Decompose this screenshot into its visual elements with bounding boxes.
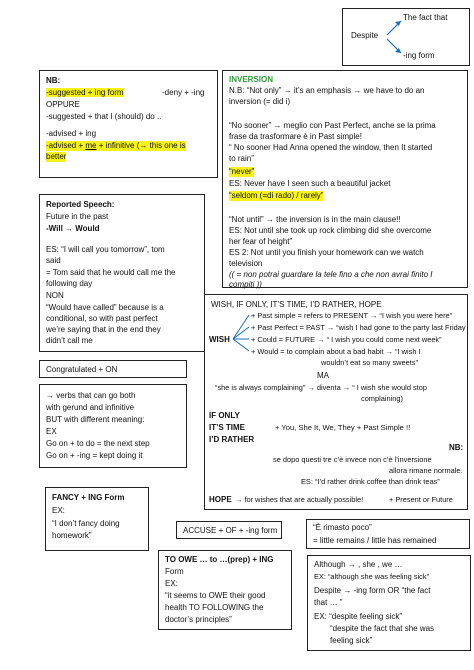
reported-line-5: following day [46,279,93,288]
inversion-line-14: (( = non potrai guardare la tele fino a che non avrai finito I [229,270,433,279]
fancy-line-2: homework” [52,531,92,540]
reported-line-9: we’re saying that in the end they [46,325,161,334]
congratulated-text: Congratulated + ON [46,365,118,374]
despite-box [342,8,470,66]
deny-ing-line: -deny + -ing [162,88,205,97]
ing-form-label: -ing form [403,51,435,60]
rimasto-box [306,519,470,549]
inversion-line-6: “never” [229,167,255,176]
owe-line-4: health TO FOLLOWING the [165,603,264,612]
complain-line-2: complaining) [361,394,403,403]
if-only-label: IF ONLY [209,411,240,420]
fancy-box [45,487,149,551]
reported-line-1: -Will → Would [46,224,100,233]
inversion-line-4: “ No sooner Had Anna opened the window, then It started [229,143,433,152]
although-box [307,555,471,651]
reported-line-8: conditional, so with past perfect [46,314,158,323]
although-line-6: feeling sick” [330,636,373,645]
although-line-3: that … ” [314,598,343,607]
inversion-line-13: television [229,259,263,268]
rimasto-line-1: = little remains / little has remained [313,536,437,545]
fancy-title: FANCY + ING Form [52,493,125,502]
although-line-2: Despite → -ing form OR “the fact [314,586,431,595]
nb-title: NB: [46,76,61,85]
although-line-0: Although → , she , we … [314,560,403,569]
although-line-1: EX: “although she was feeling sick” [314,572,430,581]
wish-row-4: wouldn’t eat so many sweets” [321,358,418,367]
wish-box [204,294,468,510]
accuse-text: ACCUSE + OF + -ing form [183,526,278,535]
nb-line-2: allora rimane normale. [389,466,463,475]
oppure-line: OPPURE [46,100,80,109]
reported-line-4: = Tom said that he would call me the [46,268,176,277]
reported-line-10: didn’t call me [46,336,93,345]
its-time-label: IT’S TIME [209,423,245,432]
the-fact-that-label: The fact that [403,13,448,22]
although-line-5: “despite the fact that she was [330,624,435,633]
advised-ing-line: -advised + ing [46,129,97,138]
hope-end: + Present or Future [389,495,453,504]
inversion-line-5: to rain” [229,154,254,163]
inversion-title: INVERSION [229,75,274,84]
verbs-box [39,384,187,468]
reported-line-6: NON [46,291,64,300]
advised-me-line: -advised + me + infinitive (→ this one is [46,141,186,150]
although-line-4: EX: “despite feeling sick” [314,612,403,621]
wish-row-0: + Past simple = refers to PRESENT → “I wish you were here” [251,311,453,320]
verbs-line-4: Go on + to do = the next step [46,439,150,448]
inversion-line-10: ES: Not until she took up rock climbing did she overcome [229,226,432,235]
suggested-ing-line: -suggested + ing form [46,88,124,97]
verbs-line-0: → verbs that can go both [46,391,136,400]
reported-line-2: ES: “I will call you tomorrow”, tom [46,245,165,254]
inversion-box [222,70,468,288]
ma-label: MA [317,371,329,380]
inversion-line-8: “seldom (=di rado) / rarely” [229,191,324,200]
owe-line-3: “it seems to OWE their good [165,591,266,600]
reported-line-7: “Would have called” because is a [46,303,164,312]
inversion-line-0: N.B: “Not only” → it’s an emphasis → we have to do an [229,86,425,95]
fancy-line-0: EX: [52,506,65,515]
inversion-line-12: ES 2: Not until you finish your homework can we watch [229,248,424,257]
inversion-line-15: compiti )) [229,280,262,289]
rimasto-line-0: “È rimasto poco” [313,523,372,532]
verbs-line-1: with gerund and infinitive [46,403,135,412]
owe-line-1: Form [165,567,184,576]
subjects-line: + You, She It, We, They + Past Simple !! [275,423,411,432]
despite-arrows [343,9,471,67]
wish-label: WISH [209,335,230,344]
inversion-line-11: her fear of height” [229,237,293,246]
wish-row-3: + Would = to complain about a bad habit → “I wish I [251,347,421,356]
verbs-line-3: EX [46,427,57,436]
owe-box [158,550,292,630]
nb-line-1: se dopo questi tre c’è invece non c’è l’inversione [273,455,432,464]
complain-line: “she is always complaining” → diventa → “ I wish she would stop [215,383,427,392]
verbs-line-2: BUT with different meaning: [46,415,145,424]
wish-row-1: + Past Perfect = PAST → “wish I had gone to the party last Friday [251,323,466,332]
nb-line-3: ES: “I’d rather drink coffee than drink teas” [301,477,440,486]
owe-line-0: TO OWE … to …(prep) + ING [165,555,274,564]
wish-row-2: + Could = FUTURE → “ I wish you could come next week” [251,335,442,344]
suggested-that-line: -suggested + that I (should) do .. [46,112,162,121]
hope-label: HOPE [209,495,232,504]
nb-label: NB: [449,443,464,452]
wish-title: WISH, IF ONLY, IT’S TIME, I’D RATHER, HOPE [211,300,382,309]
owe-line-2: EX: [165,579,178,588]
verbs-line-5: Go on + -ing = kept doing it [46,451,143,460]
hope-text: → for wishes that are actually possible! [235,495,364,504]
fancy-line-1: “I don’t fancy doing [52,519,120,528]
despite-label: Despite [351,31,379,40]
owe-line-5: doctor’s principles” [165,615,232,624]
reported-line-3: said [46,256,61,265]
reported-speech-box [39,194,205,352]
inversion-line-7: ES: Never have I seen such a beautiful jacket [229,179,391,188]
inversion-line-1: inversion (= did i) [229,97,291,106]
id-rather-label: I’D RATHER [209,435,255,444]
inversion-line-3: frase da trasformare è in Past simple! [229,132,362,141]
inversion-line-9: “Not until” → the inversion is in the main clause!! [229,215,401,224]
reported-line-0: Future in the past [46,212,109,221]
better-line: better [46,152,67,161]
accuse-box [176,521,282,539]
reported-title: Reported Speech: [46,200,115,209]
congratulated-box [39,360,187,378]
inversion-line-2: “No sooner” → meglio con Past Perfect, anche se la prima [229,121,436,130]
nb-box [39,70,218,178]
